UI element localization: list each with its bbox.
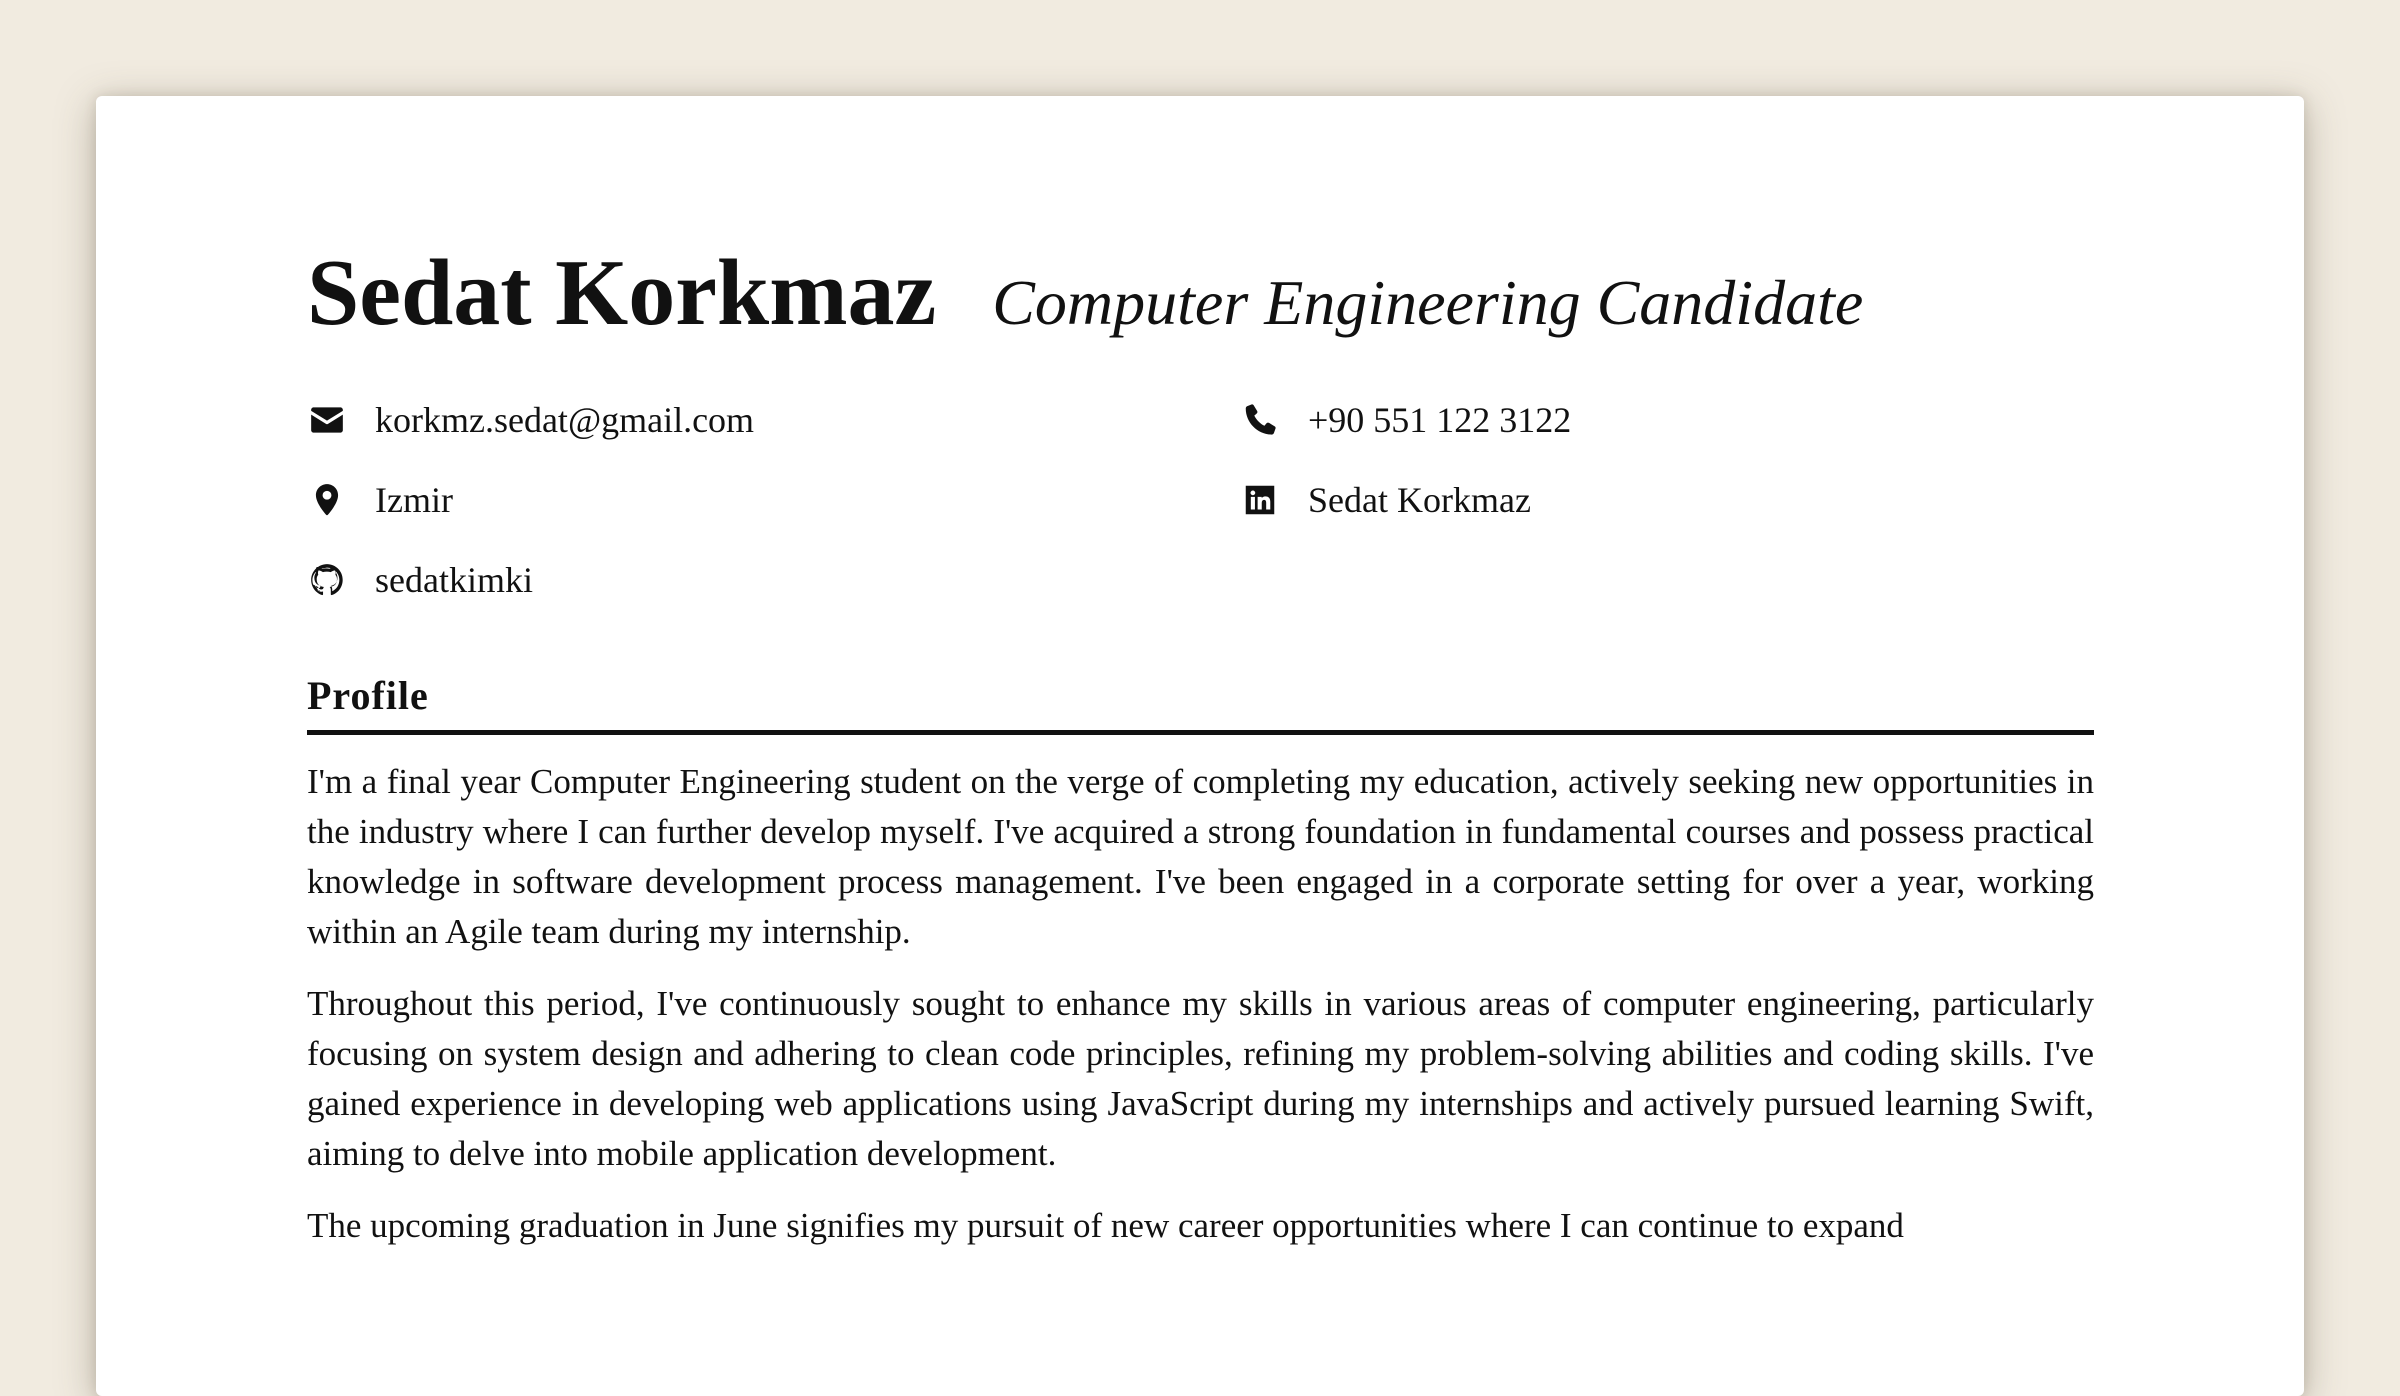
contact-email[interactable]	[307, 380, 1240, 460]
contact-linkedin-text: Sedat Korkmaz	[1308, 480, 1531, 520]
profile-heading: Profile	[307, 672, 2094, 735]
github-icon	[307, 560, 347, 600]
candidate-name: Sedat Korkmaz	[307, 241, 937, 345]
resume-content	[307, 241, 2094, 1251]
contact-location	[307, 460, 1240, 540]
contact-github-text: sedatkimki	[375, 560, 533, 600]
contact-phone-text: +90 551 122 3122	[1308, 400, 1572, 440]
resume-header	[307, 241, 2094, 345]
contact-linkedin[interactable]	[1240, 460, 2094, 540]
linkedin-icon	[1240, 480, 1280, 520]
profile-paragraph: Throughout this period, I've continuously sought to enhance my skills in various areas of computer engineering, particularly focusing on system design and adhering to clean code principles, refining my problem-solving abilities and coding skills. I've gained experience in developing web applications using JavaScript during my internships and actively pursued learning Swift, aiming to delve into mobile application development.	[307, 984, 2094, 1173]
contact-list	[307, 380, 2094, 620]
location-pin-icon	[307, 480, 347, 520]
envelope-icon	[307, 400, 347, 440]
contact-github[interactable]	[307, 540, 1240, 620]
phone-icon	[1240, 400, 1280, 440]
contact-email-text: korkmz.sedat@gmail.com	[375, 400, 755, 440]
profile-paragraph: I'm a final year Computer Engineering student on the verge of completing my education, actively seeking new opportunities in the industry where I can further develop myself. I've acquired a strong foundation in fundamental courses and possess practical knowledge in software development process management. I've been engaged in a corporate setting for over a year, working within an Agile team during my internship.	[307, 762, 2094, 951]
resume-page	[96, 96, 2304, 1396]
candidate-title: Computer Engineering Candidate	[992, 267, 1864, 338]
contact-location-text: Izmir	[375, 480, 453, 520]
contact-phone[interactable]	[1240, 380, 2094, 460]
profile-paragraph: The upcoming graduation in June signifies my pursuit of new career opportunities where I can continue to expand	[307, 1206, 1904, 1245]
